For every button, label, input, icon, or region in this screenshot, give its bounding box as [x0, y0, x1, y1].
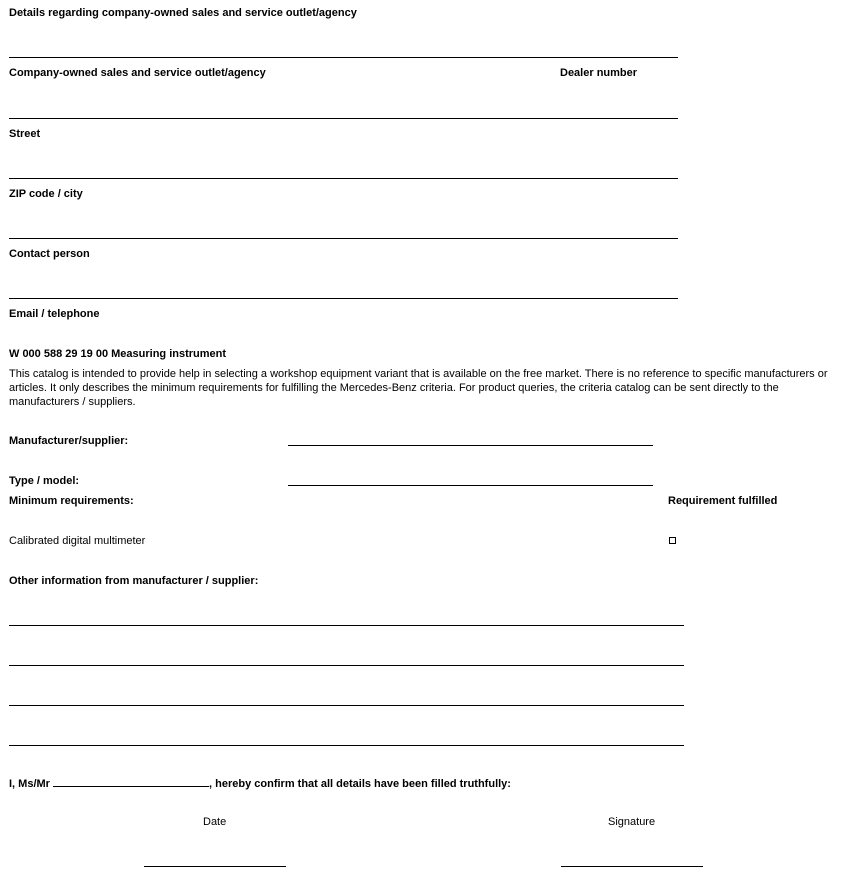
- type-model-label: Type / model:: [9, 475, 80, 487]
- zip-city-label: ZIP code / city: [9, 188, 83, 200]
- manufacturer-supplier-label: Manufacturer/supplier:: [9, 435, 129, 447]
- catalog-intro-text: This catalog is intended to provide help in selecting a workshop equipment variant that is available on the free market. There is no reference to specific manufacturers or articles. It only describes the minimum requirements for fulfilling the Mercedes-Benz criteria. For product queries, the criteria catalog can be sent directly to the manufacturers / suppliers.: [9, 368, 828, 408]
- signature-label: Signature: [608, 816, 656, 828]
- confirmation-suffix: , hereby confirm that all details have been filled truthfully:: [209, 778, 511, 790]
- manufacturer-supplier-field[interactable]: [288, 445, 653, 446]
- outlet-name-field[interactable]: [9, 57, 678, 58]
- other-info-line[interactable]: [9, 705, 684, 706]
- signature-field[interactable]: [561, 866, 703, 867]
- other-info-line[interactable]: [9, 745, 684, 746]
- date-label: Date: [203, 816, 227, 828]
- contact-person-label: Contact person: [9, 248, 90, 260]
- outlet-name-label: Company-owned sales and service outlet/agency: [9, 67, 266, 79]
- instrument-title: W 000 588 29 19 00 Measuring instrument: [9, 348, 227, 360]
- dealer-number-label: Dealer number: [560, 67, 638, 79]
- other-info-line[interactable]: [9, 625, 684, 626]
- email-telephone-field[interactable]: [9, 298, 678, 299]
- other-information-label: Other information from manufacturer / supplier:: [9, 575, 259, 587]
- zip-city-field[interactable]: [9, 178, 678, 179]
- section-heading: Details regarding company-owned sales and service outlet/agency: [9, 7, 357, 19]
- street-label: Street: [9, 128, 41, 140]
- email-telephone-label: Email / telephone: [9, 308, 100, 320]
- requirement-fulfilled-label: Requirement fulfilled: [668, 495, 778, 507]
- minimum-requirements-label: Minimum requirements:: [9, 495, 134, 507]
- name-field[interactable]: [53, 775, 209, 787]
- other-info-line[interactable]: [9, 665, 684, 666]
- street-field[interactable]: [9, 118, 678, 119]
- type-model-field[interactable]: [288, 485, 653, 486]
- requirement-item: Calibrated digital multimeter: [9, 535, 146, 547]
- requirement-fulfilled-checkbox[interactable]: [669, 537, 676, 544]
- confirmation-prefix: I, Ms/Mr: [9, 778, 50, 790]
- contact-person-field[interactable]: [9, 238, 678, 239]
- date-field[interactable]: [144, 866, 286, 867]
- confirmation-statement: [9, 775, 511, 790]
